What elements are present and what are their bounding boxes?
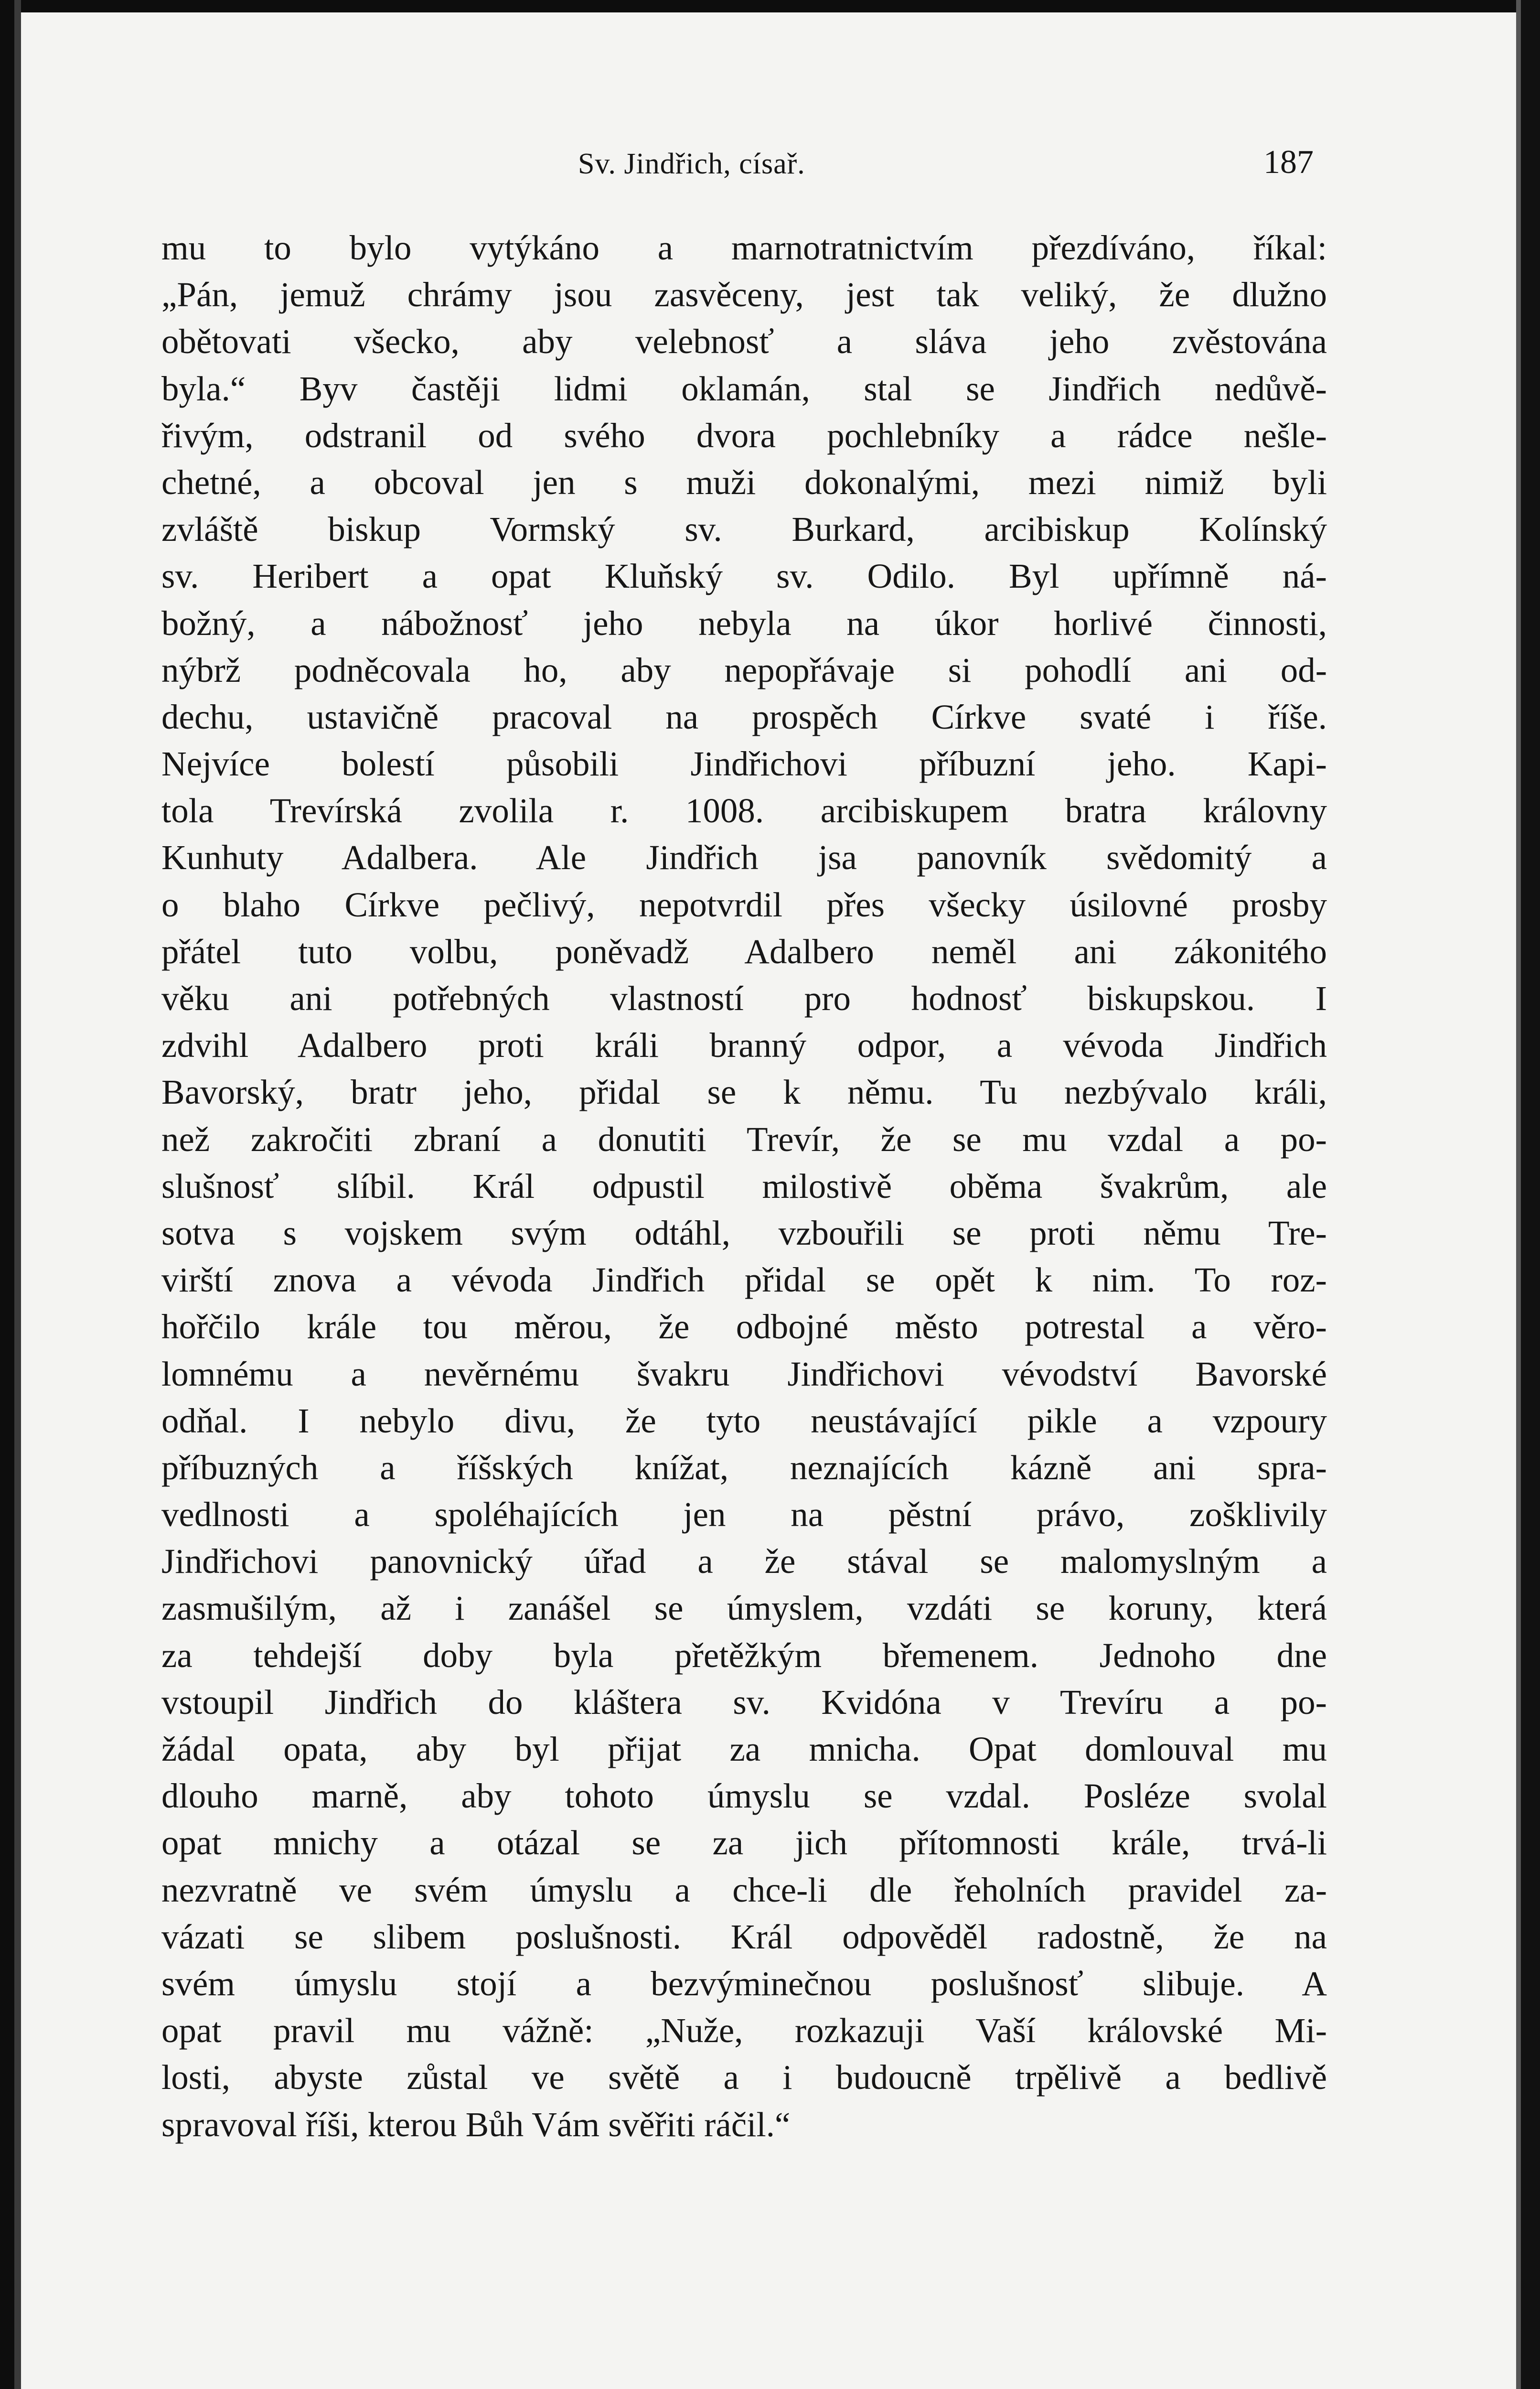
- text-line: opat pravil mu vážně: „Nuže, rozkazuji Vaší královské Mi-: [161, 2011, 1327, 2050]
- scan-edge-left: [0, 0, 14, 2389]
- text-line: mu to bylo vytýkáno a marnotratnictvím přezdíváno, říkal:: [161, 228, 1327, 267]
- scan-edge-right-shadow: [1516, 0, 1521, 2389]
- text-line: obětovati všecko, aby velebnosť a sláva jeho zvěstována: [161, 322, 1327, 361]
- text-line: chetné, a obcoval jen s muži dokonalými, mezi nimiž byli: [161, 463, 1327, 502]
- text-line: Jindřichovi panovnický úřad a že stával se malomyslným a: [161, 1542, 1327, 1581]
- text-line: za tehdejší doby byla přetěžkým břemenem. Jednoho dne: [161, 1636, 1327, 1675]
- text-line: žádal opata, aby byl přijat za mnicha. Opat domlouval mu: [161, 1730, 1327, 1768]
- text-line: tola Trevírská zvolila r. 1008. arcibiskupem bratra královny: [161, 791, 1327, 830]
- text-line: hořčilo krále tou měrou, že odbojné město potrestal a věro-: [161, 1307, 1327, 1346]
- text-line: zvláště biskup Vormský sv. Burkard, arcibiskup Kolínský: [161, 510, 1327, 549]
- text-line: virští znova a vévoda Jindřich přidal se opět k nim. To roz-: [161, 1260, 1327, 1300]
- text-line: Nejvíce bolestí působili Jindřichovi příbuzní jeho. Kapi-: [161, 744, 1327, 784]
- running-header-title: Sv. Jindřich, císař.: [578, 148, 805, 180]
- text-line: nezvratně ve svém úmyslu a chce-li dle řeholních pravidel za-: [161, 1870, 1327, 1909]
- text-line: vedlnosti a spoléhajících jen na pěstní právo, zošklivily: [161, 1495, 1327, 1534]
- text-line: odňal. I nebylo divu, že tyto neustávající pikle a vzpoury: [161, 1401, 1327, 1440]
- text-line: věku ani potřebných vlastností pro hodnosť biskupskou. I: [161, 979, 1327, 1018]
- text-line: lomnému a nevěrnému švakru Jindřichovi vévodství Bavorské: [161, 1354, 1327, 1393]
- text-line: řivým, odstranil od svého dvora pochlebníky a rádce nešle-: [161, 416, 1327, 455]
- text-line: spravoval říši, kterou Bůh Vám svěřiti ráčil.“: [161, 2105, 791, 2144]
- text-line: zdvihl Adalbero proti králi branný odpor, a vévoda Jindřich: [161, 1026, 1327, 1065]
- page-number: 187: [1263, 144, 1314, 181]
- text-line: přátel tuto volbu, poněvadž Adalbero neměl ani zákonitého: [161, 932, 1327, 971]
- text-line: zasmušilým, až i zanášel se úmyslem, vzdáti se koruny, která: [161, 1589, 1327, 1628]
- text-line: „Pán, jemuž chrámy jsou zasvěceny, jest tak veliký, že dlužno: [161, 275, 1327, 314]
- text-line: sotva s vojskem svým odtáhl, vzbouřili se proti němu Tre-: [161, 1213, 1327, 1252]
- text-line: vstoupil Jindřich do kláštera sv. Kvidóna v Trevíru a po-: [161, 1682, 1327, 1722]
- scan-edge-left-shadow: [14, 0, 21, 2389]
- scan-edge-right: [1521, 0, 1540, 2389]
- text-line: Bavorský, bratr jeho, přidal se k němu. Tu nezbývalo králi,: [161, 1073, 1327, 1112]
- text-line: než zakročiti zbraní a donutiti Trevír, že se mu vzdal a po-: [161, 1119, 1327, 1159]
- scan-edge-top: [0, 0, 1540, 12]
- text-line: byla.“ Byv častěji lidmi oklamán, stal se Jindřich nedůvě-: [161, 369, 1327, 408]
- page-body-text: [161, 225, 1327, 2148]
- text-line: nýbrž podněcovala ho, aby nepopřávaje si pohodlí ani od-: [161, 650, 1327, 689]
- text-line: o blaho Církve pečlivý, nepotvrdil přes všecky úsilovné prosby: [161, 885, 1327, 924]
- text-line: slušnosť slíbil. Král odpustil milostivě oběma švakrům, ale: [161, 1166, 1327, 1205]
- text-line: opat mnichy a otázal se za jich přítomnosti krále, trvá-li: [161, 1823, 1327, 1862]
- text-line: Kunhuty Adalbera. Ale Jindřich jsa panovník svědomitý a: [161, 838, 1327, 877]
- text-line: vázati se slibem poslušnosti. Král odpověděl radostně, že na: [161, 1917, 1327, 1956]
- text-line: losti, abyste zůstal ve světě a i budoucně trpělivě a bedlivě: [161, 2058, 1327, 2097]
- text-line: svém úmyslu stojí a bezvýminečnou poslušnosť slibuje. A: [161, 1964, 1327, 2003]
- text-line: příbuzných a říšských knížat, neznajících kázně ani spra-: [161, 1448, 1327, 1487]
- text-line: dlouho marně, aby tohoto úmyslu se vzdal. Posléze svolal: [161, 1776, 1327, 1816]
- text-line: dechu, ustavičně pracoval na prospěch Církve svaté i říše.: [161, 697, 1327, 736]
- text-line: božný, a nábožnosť jeho nebyla na úkor horlivé činnosti,: [161, 603, 1327, 643]
- running-header: [578, 143, 1314, 196]
- text-line: sv. Heribert a opat Kluňský sv. Odilo. Byl upřímně ná-: [161, 557, 1327, 596]
